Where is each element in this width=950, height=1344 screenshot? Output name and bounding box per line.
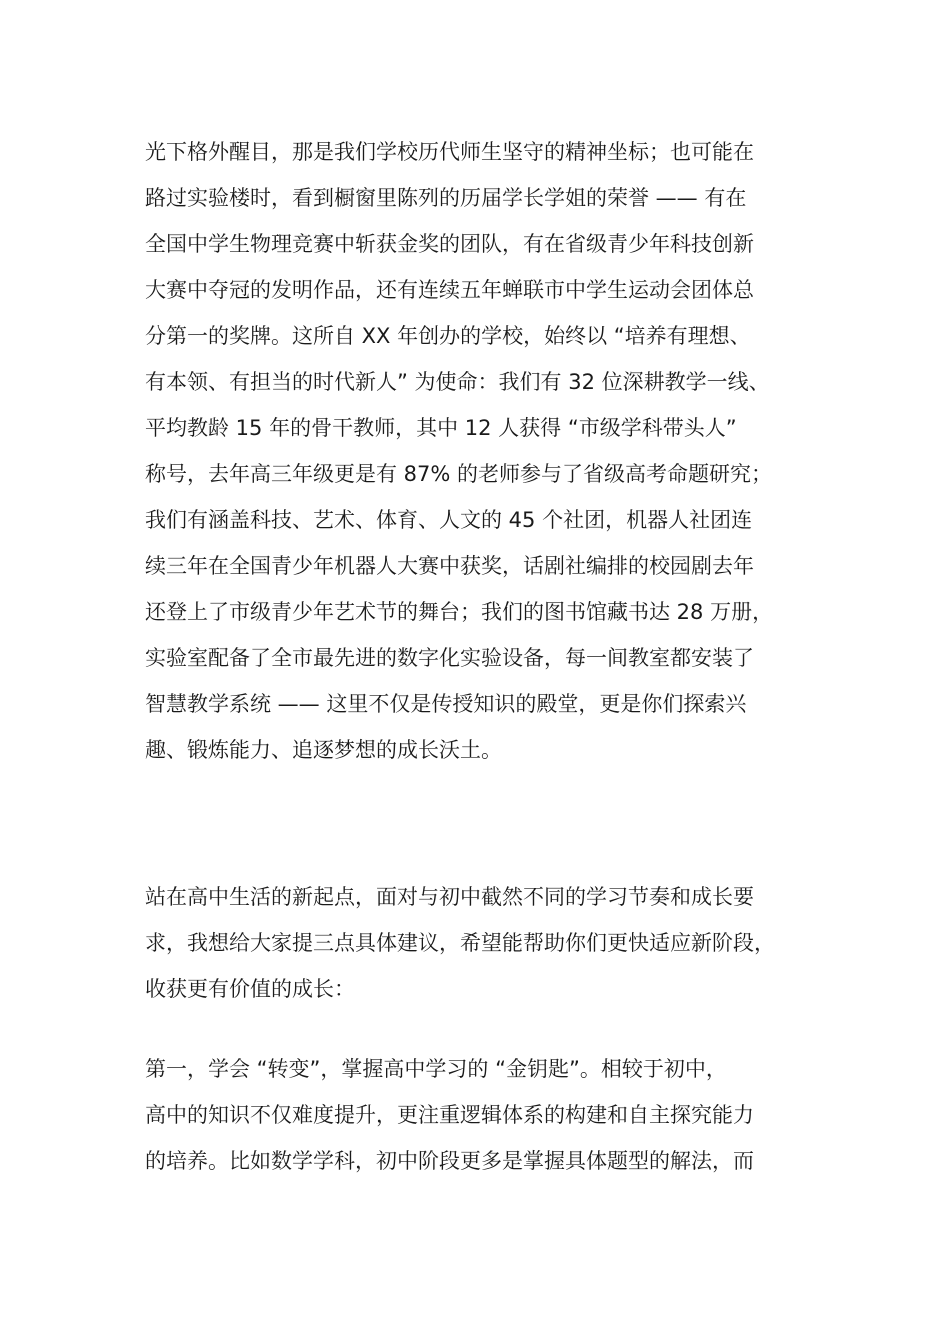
text-line: 实验室配备了全市最先进的数字化实验设备，每一间教室都安装了 xyxy=(145,646,754,670)
paragraph-first-suggestion xyxy=(145,1046,825,1184)
text-line: 我们有涵盖科技、艺术、体育、人文的 45 个社团，机器人社团连 xyxy=(145,508,753,532)
text-line: 路过实验楼时，看到橱窗里陈列的历届学长学姐的荣誉 —— 有在 xyxy=(145,186,747,210)
text-line: 光下格外醒目，那是我们学校历代师生坚守的精神坐标；也可能在 xyxy=(145,140,754,164)
text-line: 称号，去年高三年级更是有 87% 的老师参与了省级高考命题研究； xyxy=(145,462,773,486)
text-line: 第一，学会 “转变”，掌握高中学习的 “金钥匙”。相较于初中， xyxy=(145,1057,727,1081)
text-line: 高中的知识不仅难度提升，更注重逻辑体系的构建和自主探究能力 xyxy=(145,1103,754,1127)
paragraph-school-introduction xyxy=(145,129,825,773)
text-line: 趣、锻炼能力、追逐梦想的成长沃土。 xyxy=(145,738,502,762)
text-line: 有本领、有担当的时代新人” 为使命：我们有 32 位深耕教学一线、 xyxy=(145,370,770,394)
text-line: 求，我想给大家提三点具体建议，希望能帮助你们更快适应新阶段， xyxy=(145,931,775,955)
text-line: 收获更有价值的成长： xyxy=(145,977,355,1001)
paragraph-suggestions-intro xyxy=(145,874,825,1012)
text-line: 还登上了市级青少年艺术节的舞台；我们的图书馆藏书达 28 万册， xyxy=(145,600,774,624)
text-line: 平均教龄 15 年的骨干教师，其中 12 人获得 “市级学科带头人” xyxy=(145,416,737,440)
text-line: 续三年在全国青少年机器人大赛中获奖，话剧社编排的校园剧去年 xyxy=(145,554,754,578)
text-line: 大赛中夺冠的发明作品，还有连续五年蝉联市中学生运动会团体总 xyxy=(145,278,754,302)
text-line: 分第一的奖牌。这所自 XX 年创办的学校，始终以 “培养有理想、 xyxy=(145,324,751,348)
text-line: 站在高中生活的新起点，面对与初中截然不同的学习节奏和成长要 xyxy=(145,885,754,909)
text-line: 智慧教学系统 —— 这里不仅是传授知识的殿堂，更是你们探索兴 xyxy=(145,692,747,716)
text-line: 全国中学生物理竞赛中斩获金奖的团队，有在省级青少年科技创新 xyxy=(145,232,754,256)
text-line: 的培养。比如数学学科，初中阶段更多是掌握具体题型的解法，而 xyxy=(145,1149,754,1173)
